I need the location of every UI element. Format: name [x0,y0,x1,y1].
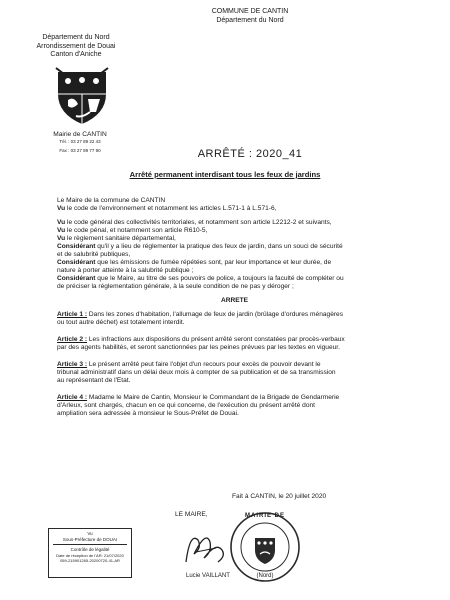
stamp-line: Vu [87,531,93,536]
mairie-phone: Tél. : 03 27 89 22 43 [59,138,101,144]
consideration-line: de préciser la réglementation générale, à la seule condition de ne pas y déroger ; [57,283,294,290]
consideration-line: Considérant qu'il y a lieu de réglementer la pratique des feux de jardin, dans un souci de sécurité [57,243,343,250]
header-line: Arrondissement de Douai [36,42,116,50]
article-label: Article 3 : [57,361,88,368]
consideration-line: Vu le code général des collectivités territoriales, et notamment son article L2212-2 et suivants, [57,219,332,226]
stamp-line: 059-215901265-20200720-41-AR [60,558,120,563]
mairie-contact [30,131,130,154]
stamp-line: Sous-Préfecture de DOUAI [62,536,118,542]
article-2: Article 2 : Les infractions aux dispositions du présent arrêté seront constatées par procès-verbaux par des agents habilités, et seront sanctionnées par les peines prévues par les textes en vigueur. [57,336,345,351]
article-label: Article 2 : [57,336,88,343]
coat-of-arms-icon [54,66,110,128]
consideration-line: nature à porter atteinte à la salubrité publique ; [57,267,194,274]
consideration-line: Vu le règlement sanitaire départemental, [57,235,176,242]
consideration-line: Considérant que les émissions de fumée répétées sont, par leur importance et leur durée, de [57,259,332,266]
article-1: Article 1 : Dans les zones d'habitation, l'allumage de feux de jardin (brûlage d'ordures ménagères ou tout autre déchet) est totalement interdit. [57,311,344,326]
arrete-heading: ARRETE [220,297,249,304]
stamp-line: Contrôle de légalité [70,547,110,552]
commune-header [175,8,325,25]
arrete-title: ARRÊTÉ : 2020_41 [197,148,303,160]
article-label: Article 4 : [57,394,88,401]
header-line: Canton d'Aniche [50,51,102,58]
consideration-line: et de salubrité publiques, [57,251,131,258]
article-3: Article 3 : Le présent arrêté peut faire l'objet d'un recours pour excès de pouvoir devant le tribunal administratif dans un délai deux mois à compter de sa publication et de sa transmission au représentant de l'État. [57,361,336,384]
article-label: Article 1 : [57,311,88,318]
departement-subtitle: Département du Nord [216,16,284,24]
header-line: Département du Nord [42,34,110,41]
mairie-fax: Fax : 03 27 89 77 90 [59,148,101,153]
handwritten-signature-icon [176,522,236,570]
signatory-name: Lucie VAILLANT [186,573,230,579]
intro-line: Le Maire de la commune de CANTIN [57,197,166,204]
article-4: Article 4 : Madame le Maire de Cantin, Monsieur le Commandant de la Brigade de Gendarmerie d'Arleux, sont chargés, chacun en ce qui concerne, de l'exécution du présent arrêté dont ampliation sera adressée à monsieur le Sous-Préfet de Douai. [57,394,340,417]
consideration-line: Considérant que le Maire, au titre de ses pouvoirs de police, a toujours la faculté de compléter ou [57,275,344,282]
consideration-line: Vu le code de l'environnement et notamment les articles L.571-1 à L.571-6, [57,205,277,212]
seal-bottom-text: (Nord) [256,573,274,579]
date-line: Fait à CANTIN, le 20 juillet 2020 [232,493,327,500]
arrete-body [57,197,412,418]
mairie-name: Mairie de CANTIN [53,131,107,138]
consideration-line: Vu le code pénal, et notamment son article R610-5, [57,227,208,234]
seal-top-text: MAIRIE DE [244,513,285,519]
commune-name: COMMUNE DE CANTIN [211,8,289,15]
administrative-header [22,34,130,60]
arrete-subject: Arrêté permanent interdisant tous les feux de jardins [129,170,321,179]
le-maire-label: LE MAIRE, [175,511,208,518]
stamp-line: Date de réception de l'AR: 21/07/2020 [56,552,124,558]
prefecture-stamp [48,528,132,578]
